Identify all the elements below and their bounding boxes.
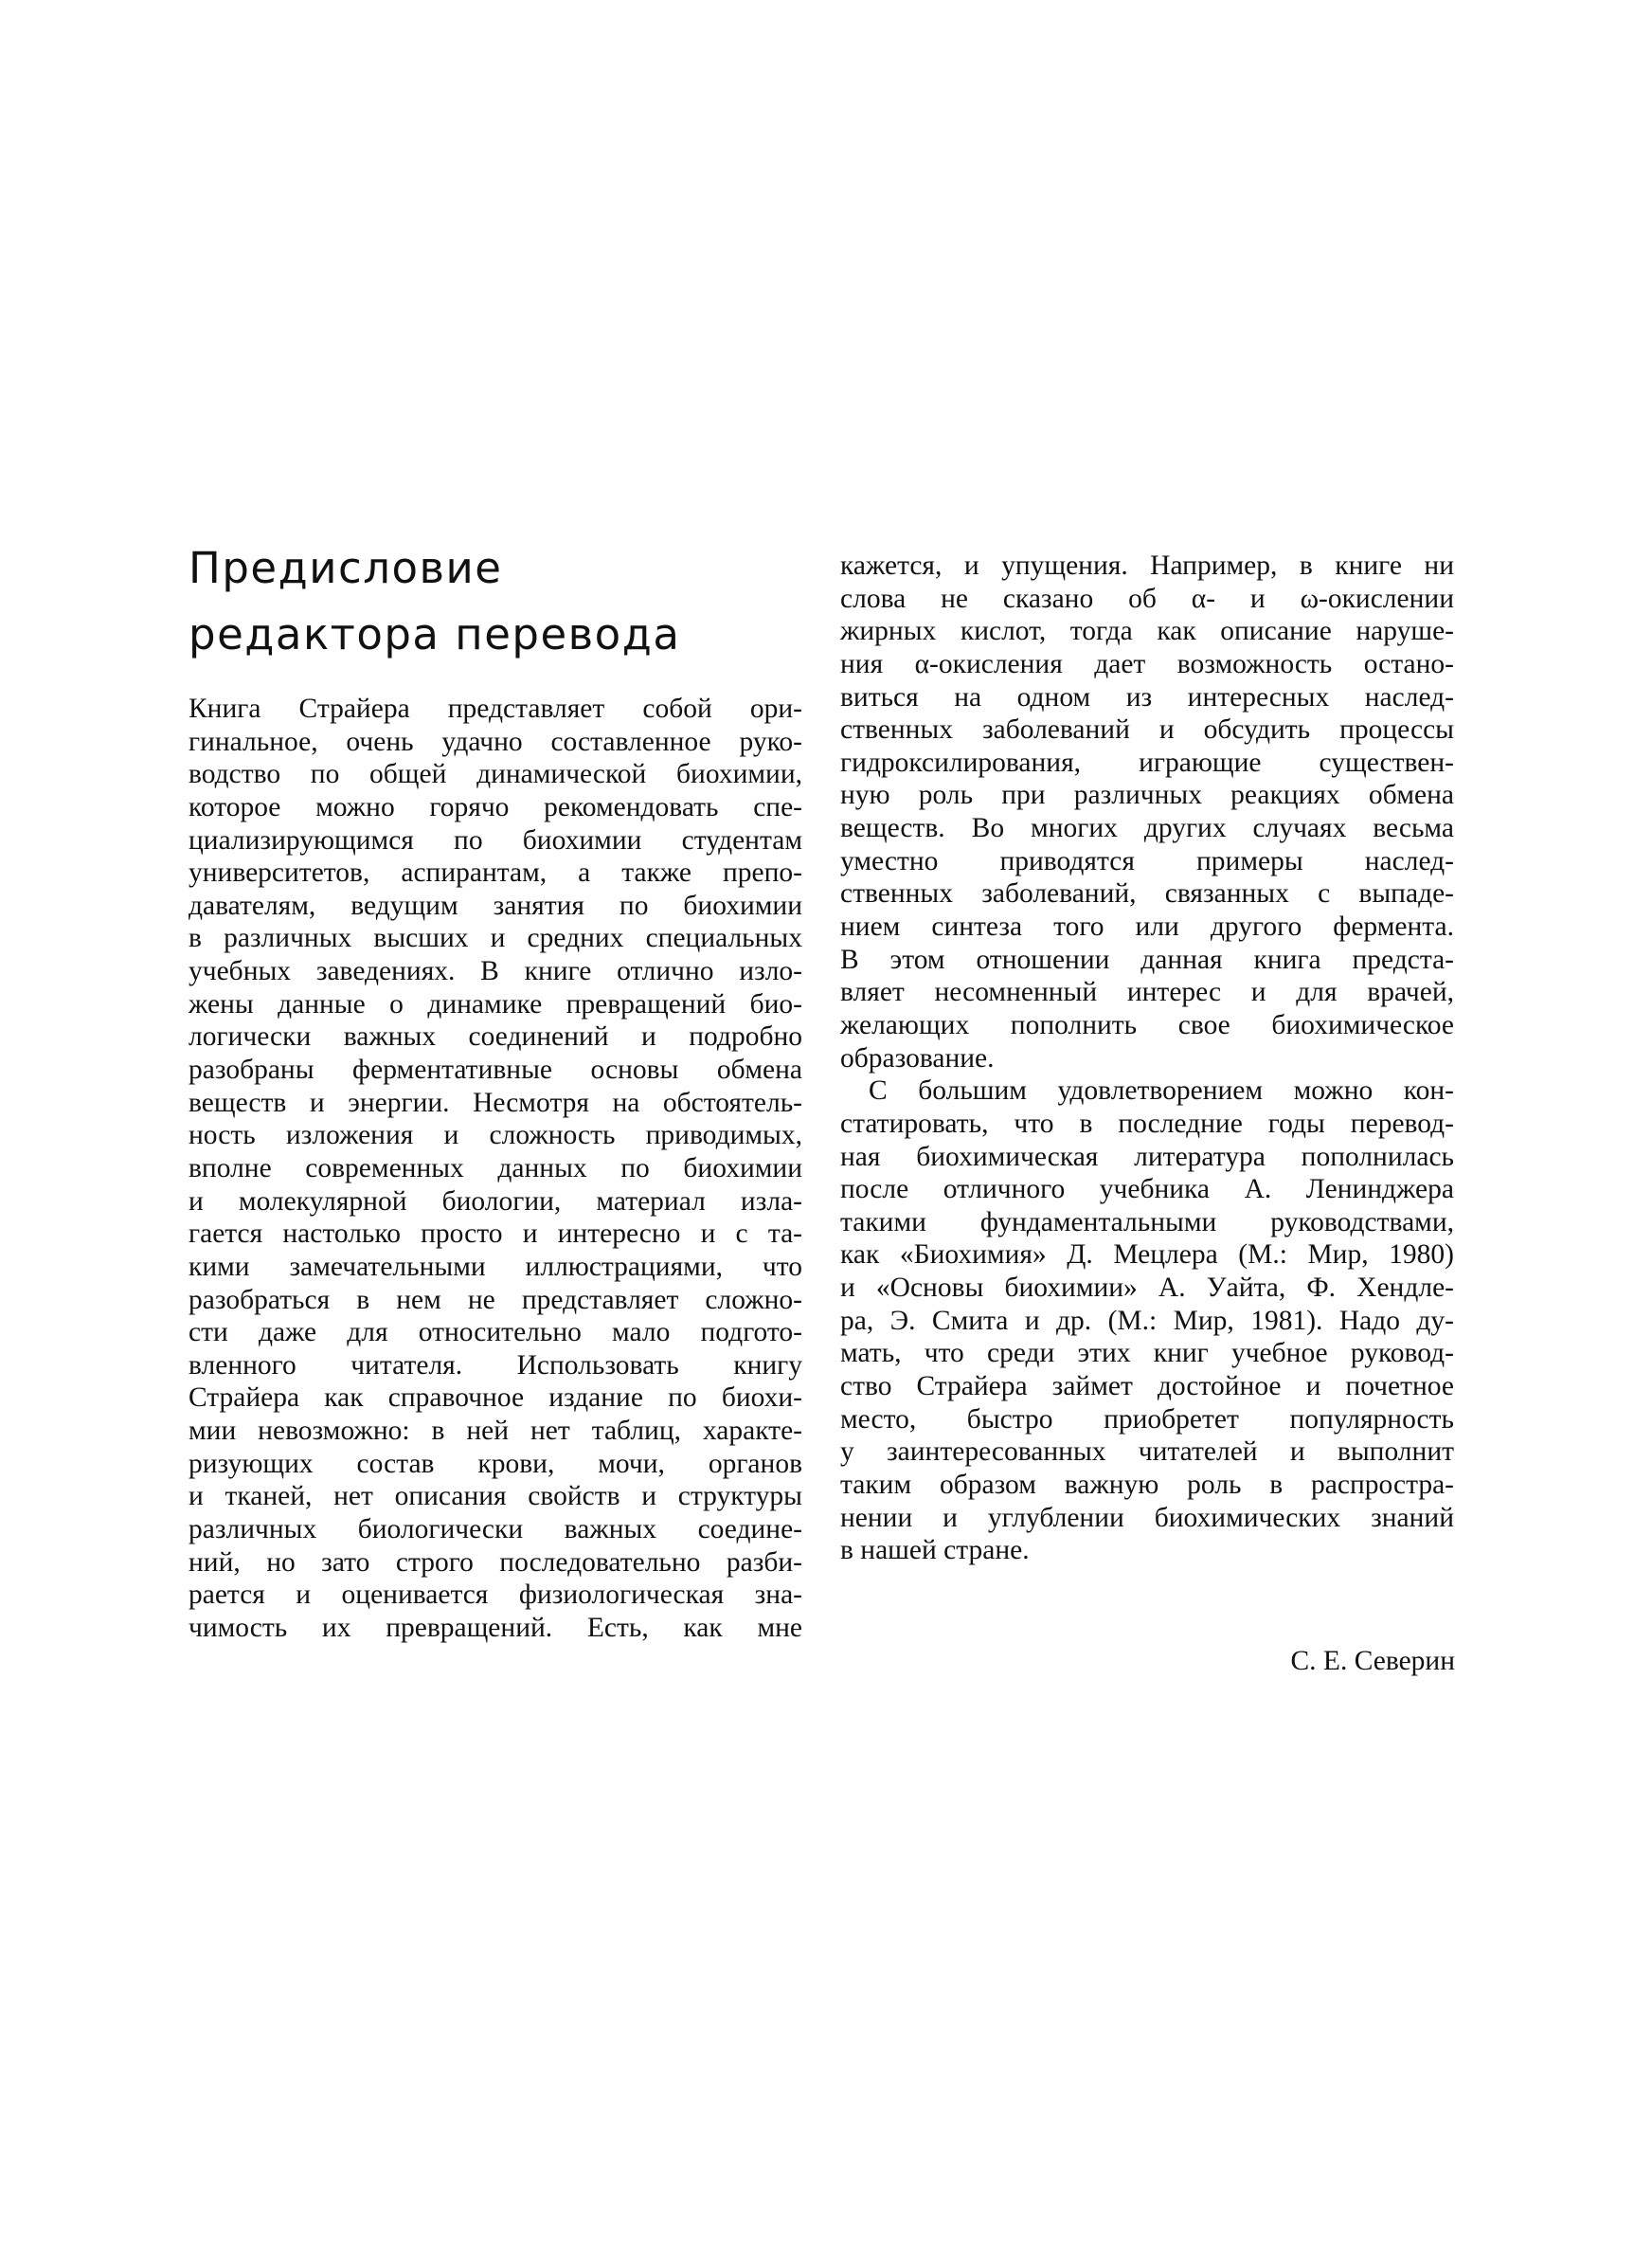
text-line: разобраться в нем не представляет сложно-	[189, 1284, 802, 1315]
text-line: ризующих состав крови, мочи, органов	[189, 1448, 802, 1479]
text-line: жирных кислот, тогда как описание наруше-	[840, 616, 1454, 647]
text-line: ную роль при различных реакциях обмена	[840, 780, 1454, 811]
text-line: давателям, ведущим занятия по биохимии	[189, 890, 802, 921]
text-line: ственных заболеваний и обсудить процессы	[840, 714, 1454, 746]
text-line: таким образом важную роль в распростра-	[840, 1469, 1454, 1500]
text-line: после отличного учебника А. Ленинджера	[840, 1174, 1454, 1205]
text-line: у заинтересованных читателей и выполнит	[840, 1436, 1454, 1468]
text-line: учебных заведениях. В книге отлично изло-	[189, 956, 802, 987]
text-line: кими замечательными иллюстрациями, что	[189, 1251, 802, 1282]
title-line-1: Предисловие	[189, 543, 503, 593]
text-line: Книга Страйера представляет собой ори-	[189, 694, 802, 724]
text-line: логически важных соединений и подробно	[189, 1021, 802, 1053]
text-line: виться на одном из интересных наслед-	[840, 681, 1454, 713]
text-line: циализирующимся по биохимии студентам	[189, 824, 802, 856]
left-text-column	[189, 693, 802, 1645]
text-line: чимость их превращений. Есть, как мне	[189, 1612, 802, 1643]
text-line: и тканей, нет описания свойств и структуры	[189, 1481, 802, 1512]
text-line: ство Страйера займет достойное и почетное	[840, 1371, 1454, 1402]
text-line: такими фундаментальными руководствами,	[840, 1206, 1454, 1237]
text-line: и «Основы биохимии» А. Уайта, Ф. Хендле-	[840, 1273, 1454, 1304]
text-line: веществ. Во многих других случаях весьма	[840, 813, 1454, 844]
text-line: жены данные о динамике превращений био-	[189, 988, 802, 1020]
text-line: вленного читателя. Использовать книгу	[189, 1349, 802, 1381]
text-line: статировать, что в последние годы перевод-	[840, 1108, 1454, 1139]
text-line: веществ и энергии. Несмотря на обстоятель-	[189, 1087, 802, 1118]
text-line: С большим удовлетворением можно кон-	[869, 1075, 1454, 1107]
text-line: рается и оценивается физиологическая зна-	[189, 1580, 802, 1611]
text-line: ра, Э. Смита и др. (М.: Мир, 1981). Надо ду-	[840, 1305, 1454, 1336]
text-line: в различных высших и средних специальных	[189, 923, 802, 954]
text-line: мии невозможно: в ней нет таблиц, характе-	[189, 1416, 802, 1447]
text-line: различных биологически важных соедине-	[189, 1514, 802, 1545]
right-text-column	[840, 550, 1454, 1567]
page-title	[189, 535, 814, 668]
title-line-2: редактора перевода	[189, 609, 681, 659]
text-line: разобраны ферментативные основы обмена	[189, 1055, 802, 1086]
text-line: ственных заболеваний, связанных с выпаде-	[840, 878, 1454, 910]
text-line: вполне современных данных по биохимии	[189, 1152, 802, 1183]
text-line: образование.	[840, 1042, 995, 1074]
text-line: гидроксилирования, играющие существен-	[840, 747, 1454, 778]
text-line: ний, но зато строго последовательно разби-	[189, 1546, 802, 1578]
text-line: гинальное, очень удачно составленное руко-	[189, 726, 802, 757]
text-line: ния α-окисления дает возможность остано-	[840, 648, 1454, 679]
text-line: В этом отношении данная книга предста-	[840, 944, 1454, 975]
text-line: нении и углублении биохимических знаний	[840, 1502, 1454, 1533]
text-line: мать, что среди этих книг учебное руковод-	[840, 1338, 1454, 1369]
text-line: в нашей стране.	[840, 1535, 1030, 1566]
text-line: и молекулярной биологии, материал изла-	[189, 1185, 802, 1217]
text-line: место, быстро приобретет популярность	[840, 1403, 1454, 1435]
text-line: слова не сказано об α- и ω-окислении	[840, 583, 1454, 614]
text-line: уместно приводятся примеры наслед-	[840, 845, 1454, 876]
text-line: Страйера как справочное издание по биохи-	[189, 1382, 802, 1414]
text-line: гается настолько просто и интересно и с та-	[189, 1219, 802, 1250]
text-line: нием синтеза того или другого фермента.	[840, 912, 1454, 943]
text-line: кажется, и упущения. Например, в книге ни	[840, 551, 1454, 581]
text-line: ная биохимическая литература пополнилась	[840, 1141, 1454, 1172]
text-line: желающих пополнить свое биохимическое	[840, 1009, 1454, 1040]
author-signature: С. Е. Северин	[1290, 1646, 1455, 1676]
text-line: которое можно горячо рекомендовать спе-	[189, 791, 802, 822]
text-line: водство по общей динамической биохимии,	[189, 759, 802, 790]
text-line: вляет несомненный интерес и для врачей,	[840, 977, 1454, 1008]
text-line: университетов, аспирантам, а также препо-	[189, 858, 802, 889]
text-line: сти даже для относительно мало подгото-	[189, 1317, 802, 1348]
text-line: как «Биохимия» Д. Мецлера (М.: Мир, 1980)	[840, 1239, 1454, 1271]
text-line: ность изложения и сложность приводимых,	[189, 1120, 802, 1151]
